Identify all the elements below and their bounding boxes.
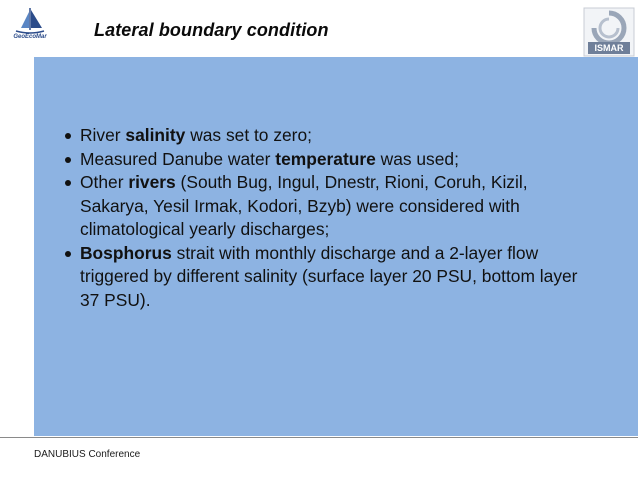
bullet-text-1: River <box>80 125 126 145</box>
bullet-text-2b: was used; <box>375 148 459 169</box>
bullet-bold-1: salinity <box>125 125 186 145</box>
bullet-text-3b: (South Bug, Ingul, Dnestr, Rioni, Coruh, Kizil, Sakarya, Yesil Irmak, Kodori, Bzyb) were considered with climatological yearly discharges; <box>80 172 528 239</box>
bullet-bold-2: temperature <box>275 148 376 169</box>
bullet-dot-icon <box>65 157 71 163</box>
bullet-dot-icon <box>65 133 71 139</box>
geoecomar-logo-text: GeoEcoMar <box>13 34 47 40</box>
bullet-text-1b: was set to zero; <box>185 125 312 145</box>
bullet-text-3: Other <box>80 172 129 192</box>
bullet-item <box>62 242 582 313</box>
bullet-bold-3: rivers <box>128 172 176 192</box>
slide-title: Lateral boundary condition <box>94 20 329 40</box>
bullet-dot-icon <box>65 251 71 257</box>
bullet-bold-4: Bosphorus <box>80 242 172 263</box>
bullet-item <box>62 148 582 172</box>
sailboat-icon <box>4 6 56 36</box>
bullet-item <box>62 124 582 148</box>
bullet-text-4b: strait with monthly discharge and a 2-layer flow triggered by different salinity (surface layer 20 PSU, bottom layer 37 PSU). <box>80 242 578 310</box>
footer-text: DANUBIUS Conference <box>34 449 141 460</box>
ismar-logo <box>583 7 635 57</box>
bullet-list <box>62 124 582 312</box>
footer-divider <box>0 437 638 438</box>
ismar-logo-text: ISMAR <box>594 43 624 53</box>
bullet-text-2: Measured Danube water <box>80 148 276 169</box>
geoecomar-logo <box>4 6 56 44</box>
bullet-dot-icon <box>65 180 71 186</box>
bullet-item <box>62 171 582 242</box>
